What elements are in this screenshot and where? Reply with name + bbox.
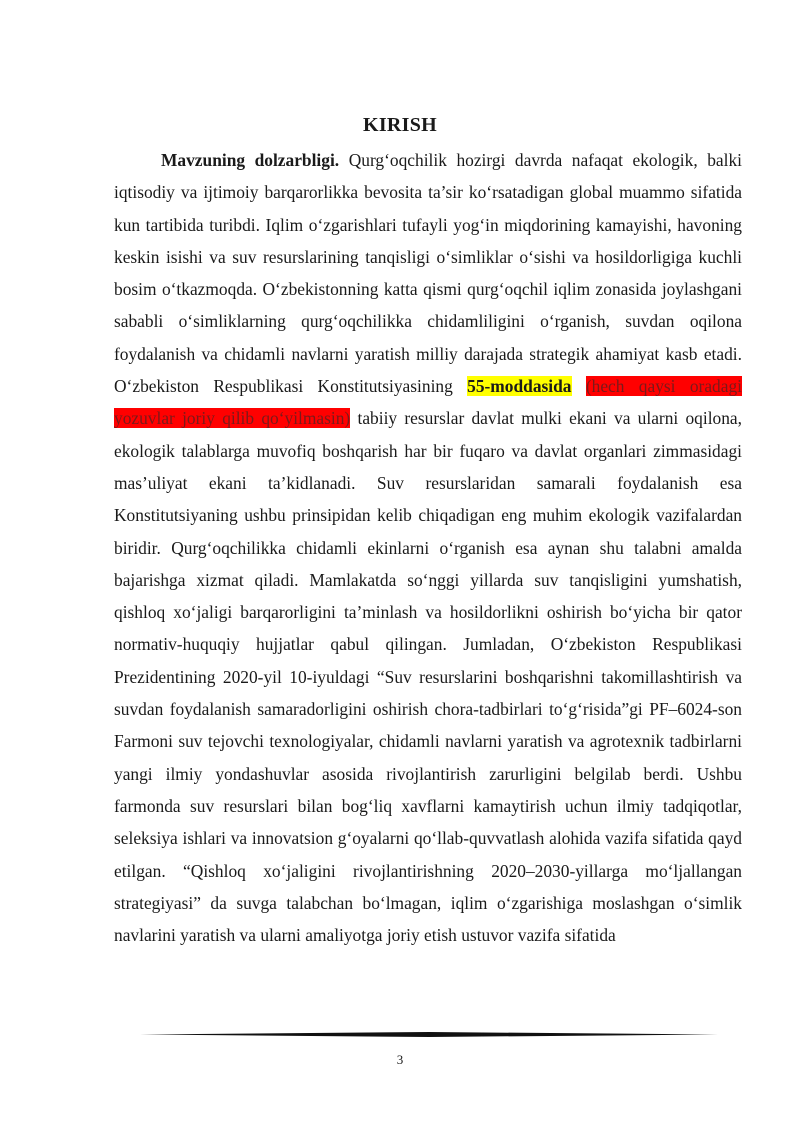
paragraph-lead: Mavzuning dolzarbligi. — [161, 150, 340, 170]
paragraph-space — [572, 376, 586, 396]
section-heading: KIRISH — [362, 114, 438, 136]
paragraph-text-part1: Qurg‘oqchilik hozirgi davrda nafaqat ekologik, balki iqtisodiy va ijtimoiy barqarorlikka bevosita ta’sir ko‘rsatadigan global muammo sifatida kun tartibida turibdi. Iqlim o‘zgarishlari tufayli yog‘in miqdorining kamayishi, havoning keskin isishi va suv resurslarining tanqisligi o‘simliklar o‘sishi va hosildorligiga kuchli bosim o‘tkazmoqda. O‘zbekistonning katta qismi qurg‘oqchil iqlim zonasida joylashgani sababli o‘simliklarning qurg‘oqchilikka chidamliligini o‘rganish, suvdan oqilona foydalanish va chidamli navlarni yaratish milliy darajada strategik ahamiyat kasb etadi. O‘zbekiston Respublikasi Konstitutsiyasining — [114, 150, 742, 397]
page-number: 3 — [396, 1052, 404, 1067]
intro-paragraph — [114, 144, 742, 951]
highlighted-article-reference: 55-moddasida — [467, 376, 572, 397]
footer-divider — [140, 1032, 718, 1037]
paragraph-text-part2: tabiiy resurslar davlat mulki ekani va ularni oqilona, ekologik talablarga muvofiq boshqarish har bir fuqaro va davlat organlari zimmasidagi mas’uliyat ekani ta’kidlanadi. Suv resurslaridan samarali foydalanish esa Konstitutsiyaning ushbu prinsipidan kelib chiqadigan eng muhim ekologik vazifalardan biridir. Qurg‘oqchilikka chidamli ekinlarni o‘rganish esa aynan shu talabni amalda bajarishga xizmat qiladi. Mamlakatda so‘nggi yillarda suv tanqisligini yumshatish, qishloq xo‘jaligi barqarorligini ta’minlash va hosildorlikni oshirish bo‘yicha bir qator normativ-huquqiy hujjatlar qabul qilingan. Jumladan, O‘zbekiston Respublikasi Prezidentining 2020-yil 10-iyuldagi “Suv resurslarini boshqarishni takomillashtirish va suvdan foydalanish samaradorligini oshirish chora-tadbirlari to‘g‘risida”gi PF–6024-son Farmoni suv tejovchi texnologiyalar, chidamli navlarni yaratish va agrotexnik tadbirlarni yangi ilmiy yondashuvlar asosida rivojlantirish zarurligini belgilab berdi. Ushbu farmonda suv resurslari bilan bog‘liq xavflarni kamaytirish uchun ilmiy tadqiqotlar, seleksiya ishlari va innovatsion g‘oyalarni qo‘llab-quvvatlash alohida vazifa sifatida qayd etilgan. “Qishloq xo‘jaligini rivojlantirishning 2020–2030-yillarga mo‘ljallangan strategiyasi” da suvga talabchan bo‘lmagan, iqlim o‘zgarishiga moslashgan o‘simlik navlarini yaratish va ularni amaliyotga joriy etish ustuvor vazifa sifatida — [114, 408, 742, 946]
highlighted-redacted-note: (hech qaysi oradagi yozuvlar joriy qilib qo‘yilmasin) — [114, 376, 742, 429]
